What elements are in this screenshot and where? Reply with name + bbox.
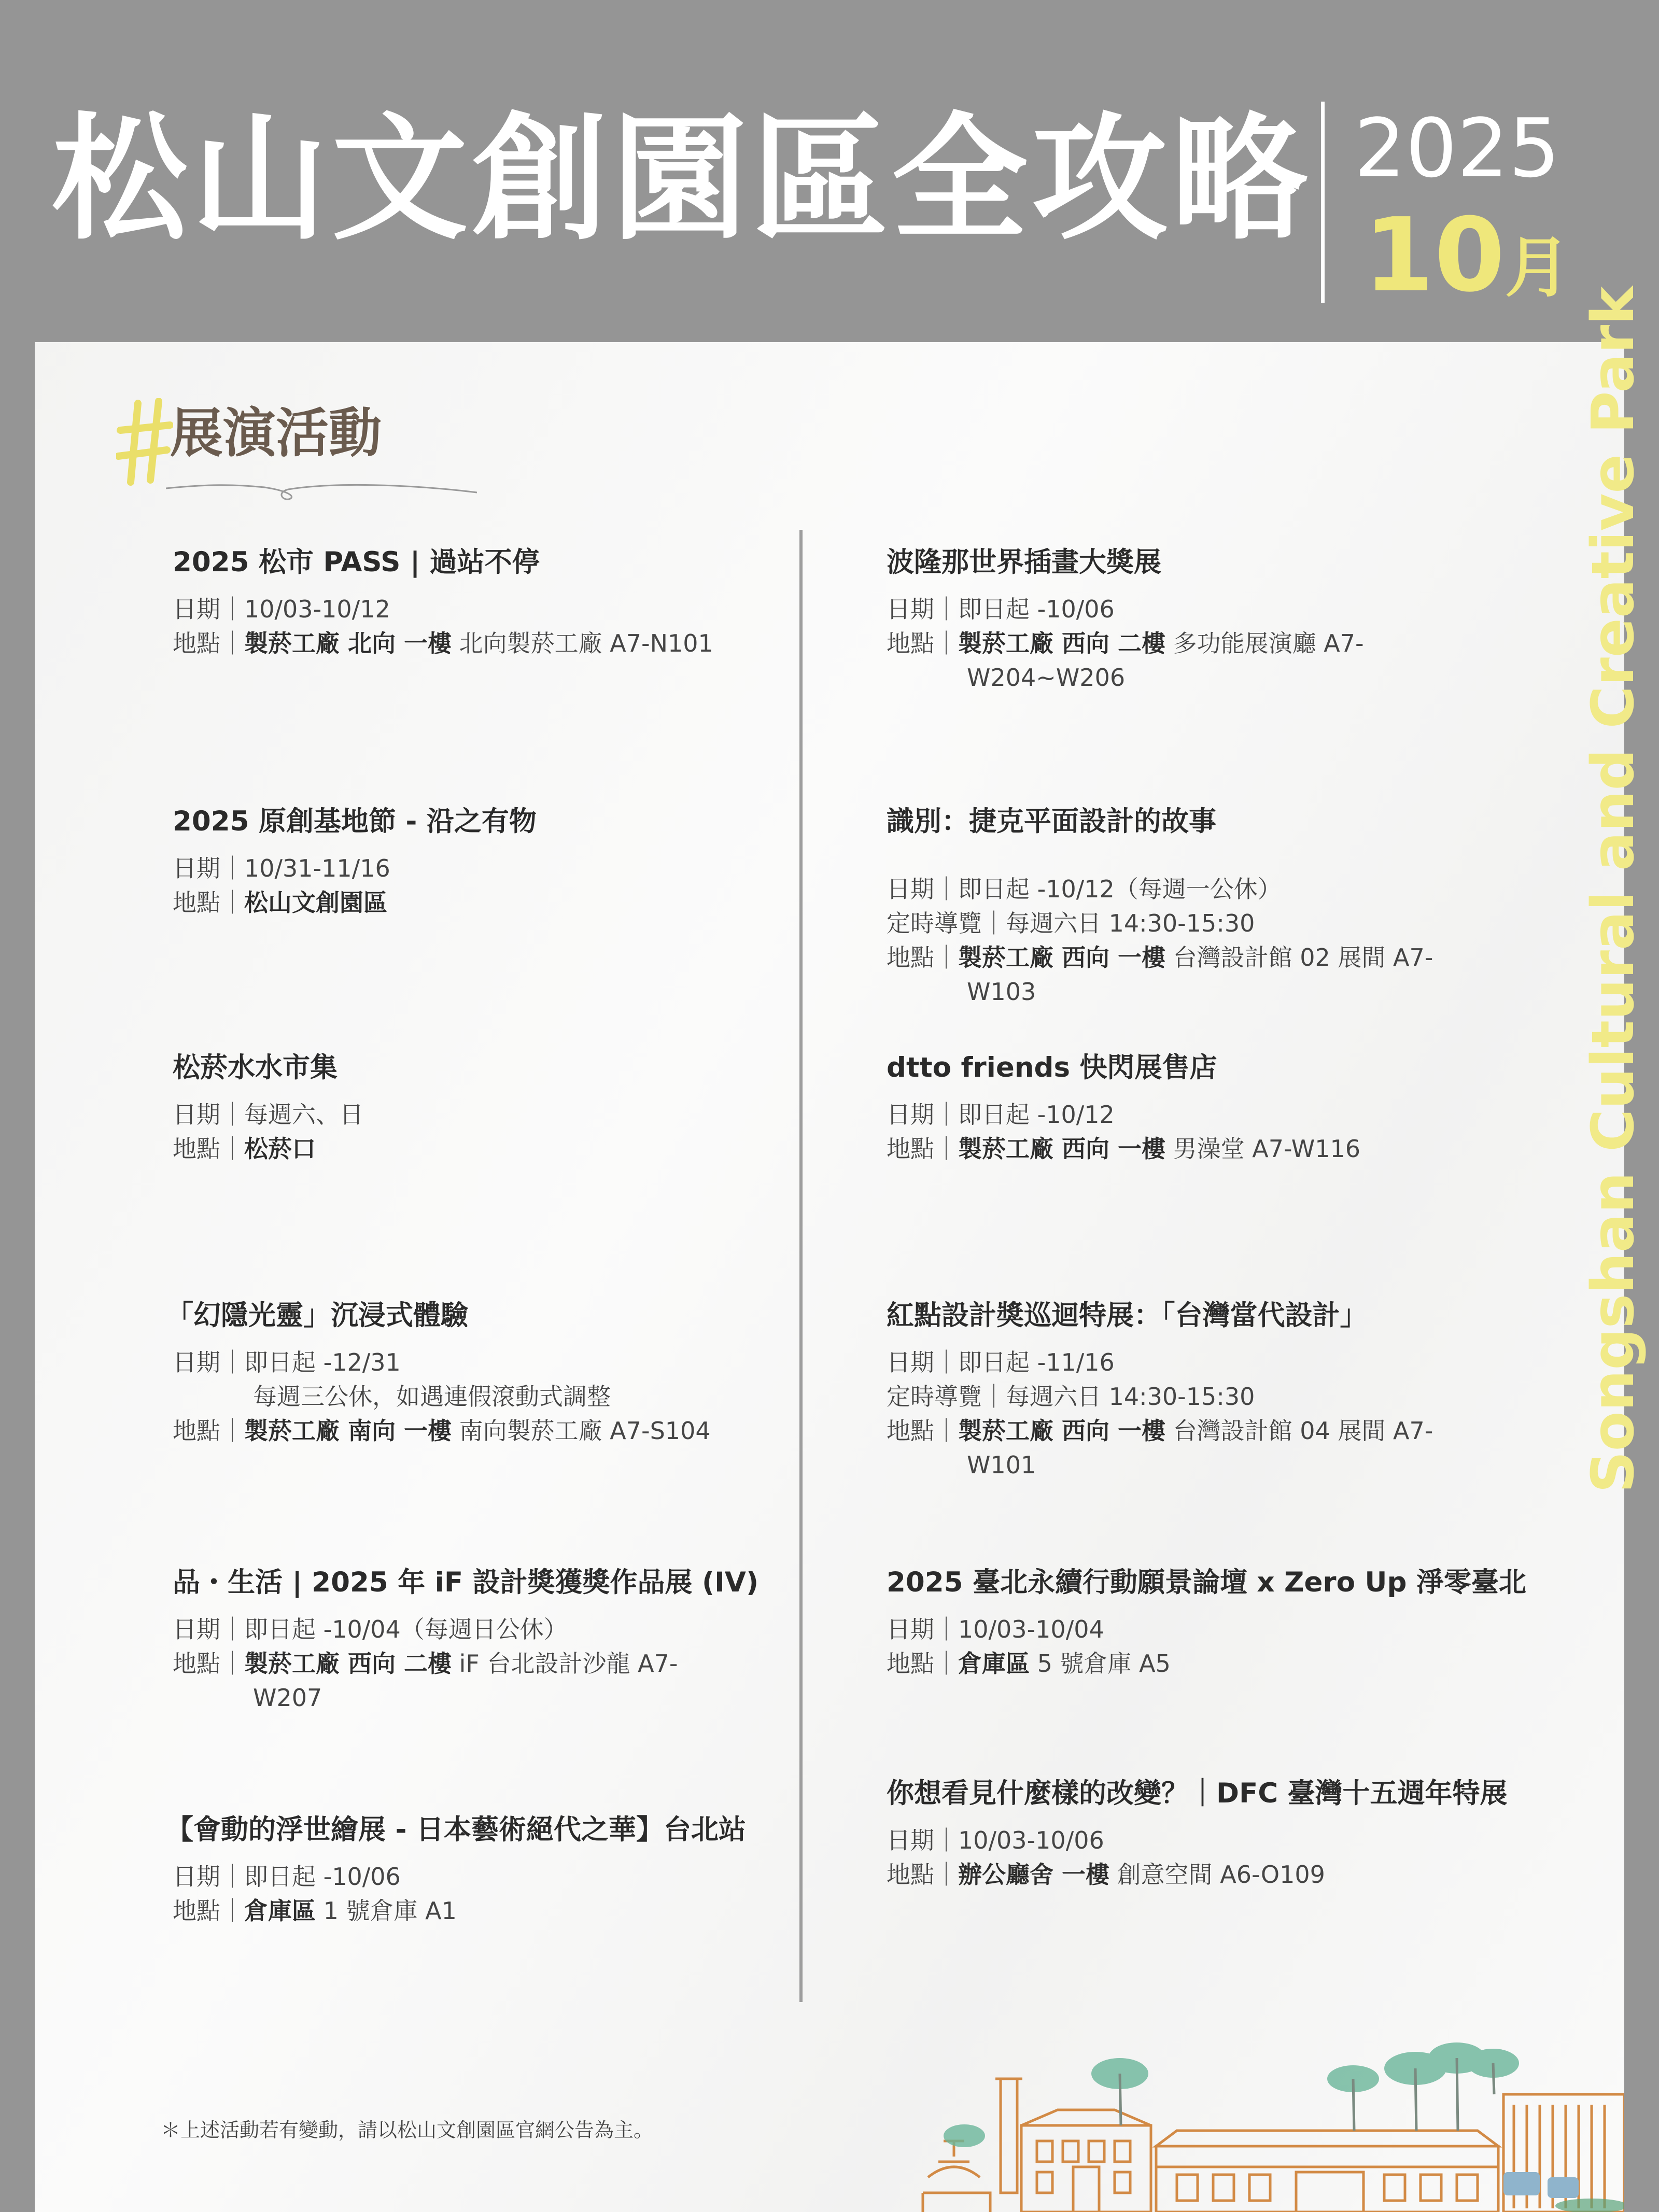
event-card [173, 804, 878, 920]
event-title: 2025 松市 PASS | 過站不停 [173, 546, 540, 578]
park-name-vertical: Songshan Cultural and Creative Park [1580, 286, 1647, 1493]
event-card [173, 544, 878, 660]
month-unit: 月 [1505, 230, 1570, 306]
event-place: 地點｜松山文創園區 [173, 888, 387, 917]
event-date: 日期｜即日起 -11/16 [887, 1348, 1115, 1376]
event-card [166, 1812, 871, 1928]
event-title: 波隆那世界插畫大獎展 [887, 546, 1161, 578]
event-date: 日期｜即日起 -10/06 [887, 595, 1115, 623]
event-title: dtto friends 快閃展售店 [887, 1052, 1217, 1083]
event-date: 日期｜即日起 -12/31 [173, 1348, 401, 1376]
event-card [166, 1298, 871, 1448]
event-place: 地點｜松菸口 [173, 1134, 316, 1163]
event-place: 地點｜製菸工廠 西向 一樓 男澡堂 A7-W116 [887, 1134, 1361, 1163]
event-title: 2025 臺北永續行動願景論壇 x Zero Up 淨零臺北 [887, 1567, 1526, 1598]
event-card [887, 544, 1431, 695]
event-date: 日期｜10/03-10/12 [173, 595, 390, 623]
event-title: 紅點設計獎巡迴特展：「台灣當代設計」 [887, 1300, 1368, 1331]
event-date: 日期｜即日起 -10/12（每週一公休） [887, 875, 1282, 903]
event-place: 地點｜辦公廳舍 一樓 創意空間 A6-O109 [887, 1860, 1325, 1889]
park-buildings-illustration [918, 2001, 1624, 2212]
column-divider [799, 530, 803, 2002]
event-card [887, 1776, 1535, 1892]
event-card [173, 1565, 759, 1715]
event-card [173, 1050, 878, 1166]
event-date-note: 每週三公休，如遇連假滾動式調整 [253, 1382, 611, 1411]
month-label [1363, 196, 1570, 315]
month-number: 10 [1363, 196, 1505, 315]
event-place: 地點｜製菸工廠 西向 一樓 台灣設計館 04 展間 A7-W101 [887, 1416, 1433, 1479]
event-place: 地點｜倉庫區 5 號倉庫 A5 [887, 1649, 1171, 1678]
header [0, 0, 1659, 342]
page-title: 松山文創園區全攻略 [52, 100, 1312, 258]
event-card [887, 1050, 1592, 1166]
event-title: 你想看見什麼樣的改變？｜DFC 臺灣十五週年特展 [887, 1778, 1508, 1809]
event-tour: 定時導覽｜每週六日 14:30-15:30 [887, 1382, 1255, 1411]
event-title: 【會動的浮世繪展 - 日本藝術絕代之華】台北站 [166, 1814, 746, 1845]
event-title: 識別：捷克平面設計的故事 [887, 806, 1216, 837]
event-place: 地點｜倉庫區 1 號倉庫 A1 [173, 1896, 457, 1925]
section-title: 展演活動 [170, 403, 382, 464]
event-title: 「幻隱光靈」沉浸式體驗 [166, 1300, 468, 1331]
hash-icon [116, 398, 173, 486]
event-title: 2025 原創基地節 - 沿之有物 [173, 806, 537, 837]
event-place: 地點｜製菸工廠 西向 二樓 多功能展演廳 A7-W204~W206 [887, 629, 1364, 692]
title-divider [1321, 102, 1325, 303]
event-date: 日期｜10/31-11/16 [173, 854, 390, 882]
event-place: 地點｜製菸工廠 西向 二樓 iF 台北設計沙龍 A7-W207 [173, 1649, 678, 1712]
event-date: 日期｜每週六、日 [173, 1100, 363, 1129]
event-date: 日期｜即日起 -10/04（每週日公休） [173, 1615, 568, 1643]
event-date: 日期｜10/03-10/04 [887, 1615, 1104, 1643]
event-date: 日期｜10/03-10/06 [887, 1826, 1104, 1854]
event-card [887, 804, 1483, 1009]
event-card [887, 1565, 1592, 1681]
decorative-underline [166, 472, 477, 503]
event-card [887, 1298, 1483, 1482]
event-title: 品・生活 | 2025 年 iF 設計獎獲獎作品展 (IV) [173, 1567, 759, 1598]
section-heading [109, 394, 472, 503]
event-date: 日期｜即日起 -10/06 [173, 1862, 401, 1891]
event-place: 地點｜製菸工廠 南向 一樓 南向製菸工廠 A7-S104 [173, 1416, 711, 1445]
event-tour: 定時導覽｜每週六日 14:30-15:30 [887, 909, 1255, 937]
event-date: 日期｜即日起 -10/12 [887, 1100, 1115, 1129]
footnote: ＊上述活動若有變動，請以松山文創園區官網公告為主。 [161, 2119, 654, 2141]
event-place: 地點｜製菸工廠 北向 一樓 北向製菸工廠 A7-N101 [173, 629, 713, 657]
event-place: 地點｜製菸工廠 西向 一樓 台灣設計館 02 展間 A7-W103 [887, 943, 1433, 1006]
event-title: 松菸水水市集 [173, 1052, 338, 1083]
year-label: 2025 [1354, 101, 1560, 195]
